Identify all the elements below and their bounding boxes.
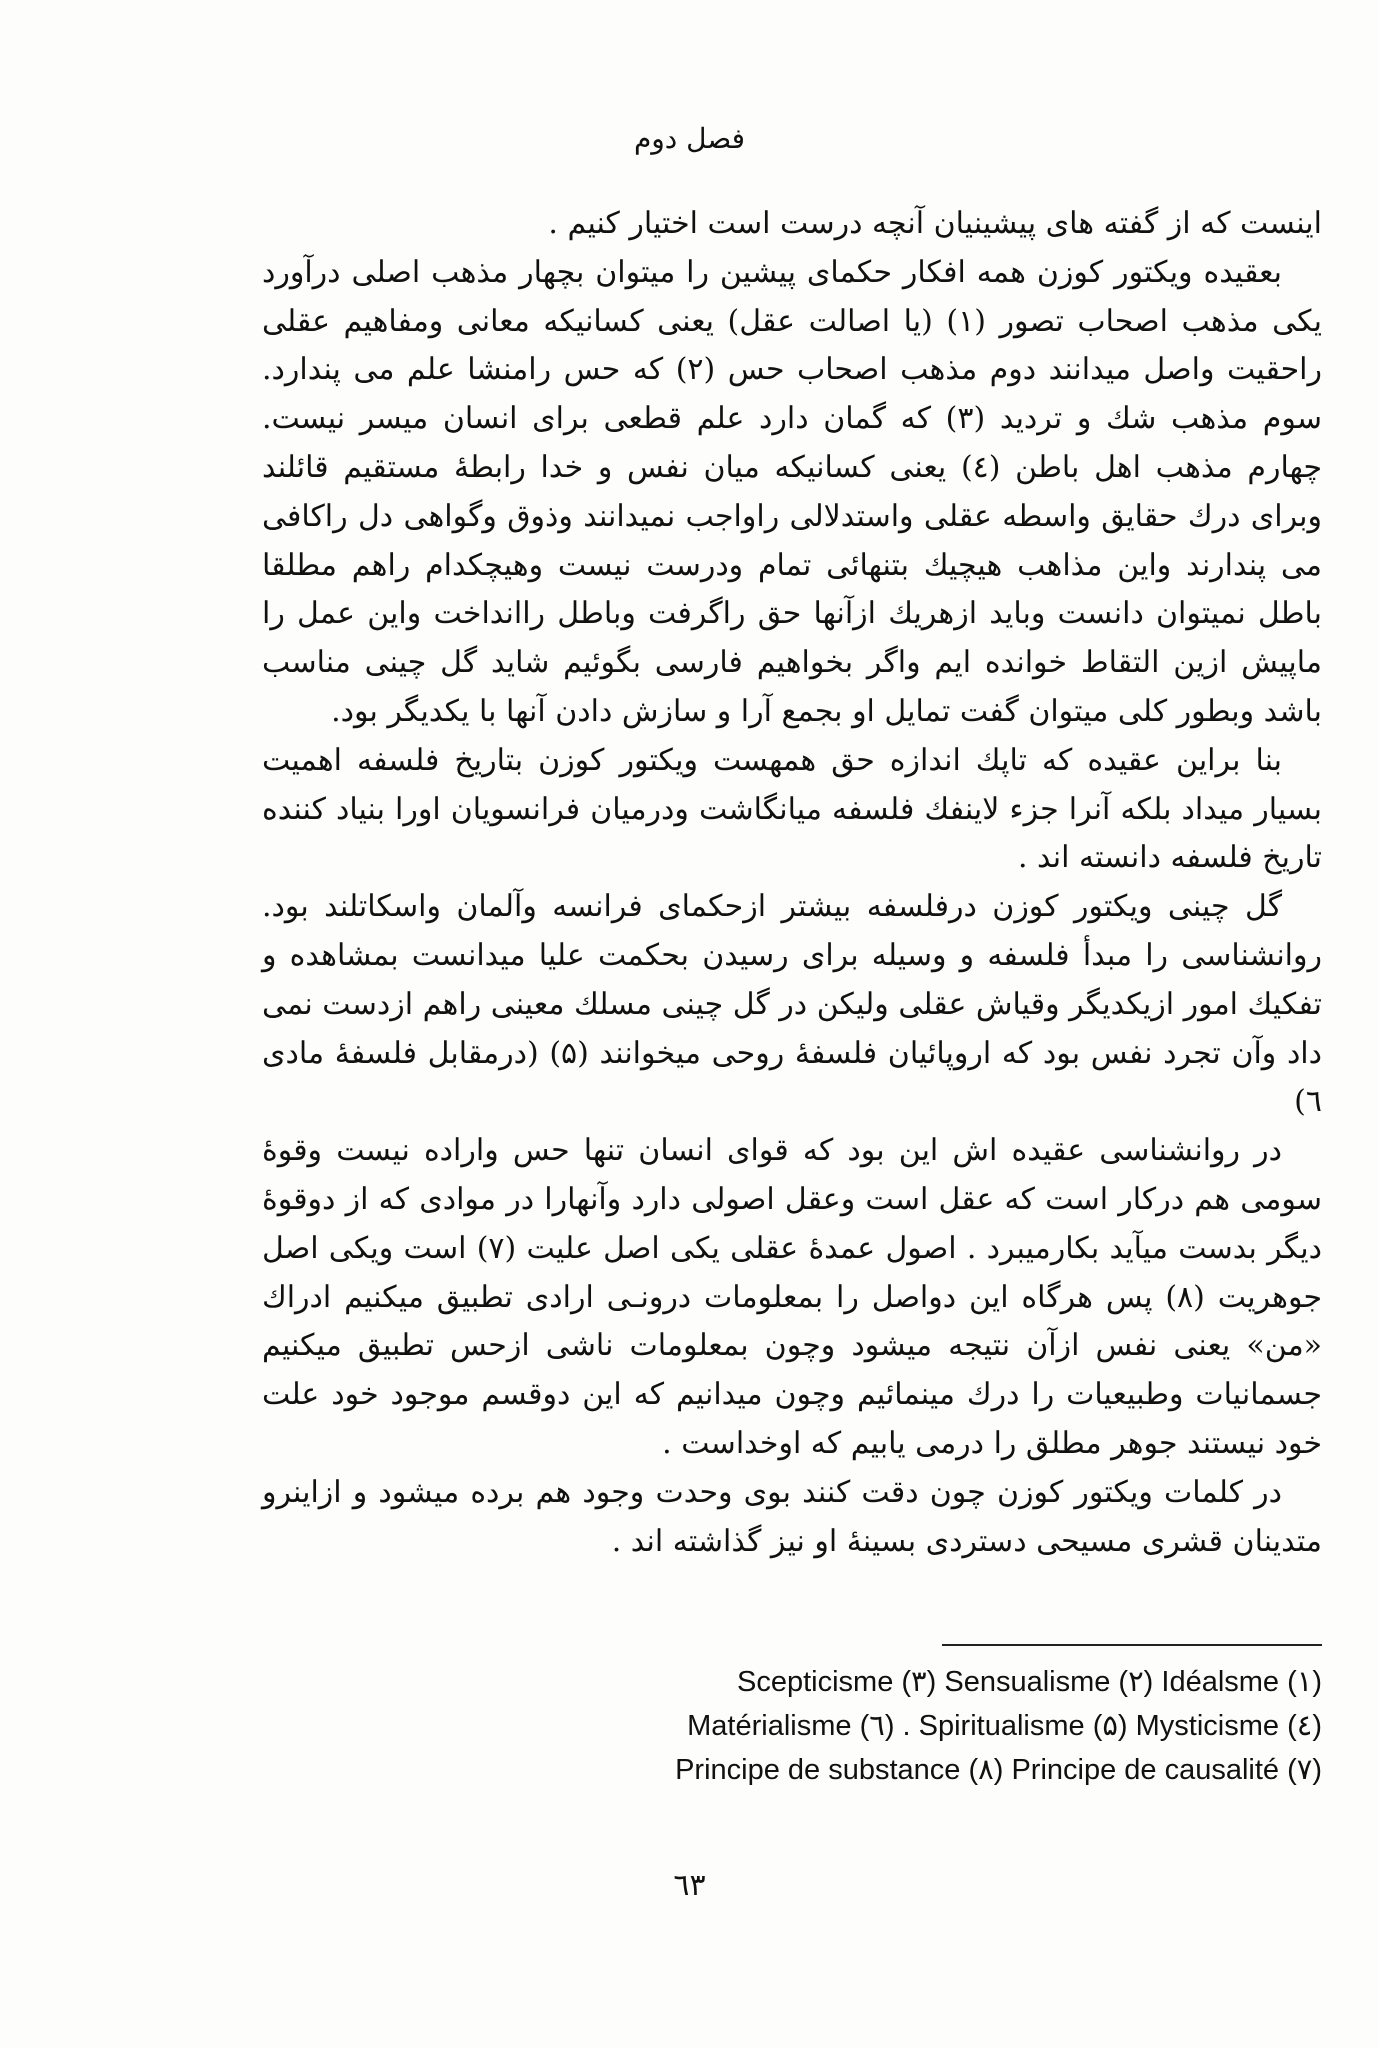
footnote-line: Matérialisme (٦) . Spiritualisme (۵) Mysticisme (٤)	[687, 1710, 1322, 1742]
footnotes	[520, 1660, 1322, 1792]
footnote-line: Principe de substance (۸) Principe de causalité (۷)	[675, 1754, 1322, 1786]
paragraph: گل چینی ویکتور کوزن درفلسفه بیشتر ازحکمای فرانسه وآلمان واسکاتلند بود. روانشناسی را مبدأ فلسفه و وسیله برای رسیدن بحکمت علیا میدانست بمشاهده و تفکیك امور ازیکدیگر وقیاش عقلی ولیکن در گل چینی مسلك معینی راهم ازدست نمی داد وآن تجرد نفس بود که اروپائیان فلسفهٔ روحی میخوانند (۵) (درمقابل فلسفهٔ مادی ٦)	[262, 889, 1323, 1120]
footnote-line: Scepticisme (۳) Sensualisme (۲) Idéalsme (۱)	[737, 1666, 1322, 1698]
paragraph: اینست که از گفته های پیشینیان آنچه درست است اختیار کنیم .	[548, 206, 1322, 241]
page-number: ٦٣	[673, 1868, 706, 1903]
paragraph: بعقیده ویکتور کوزن همه افکار حکمای پیشین را میتوان بچهار مذهب اصلی درآورد یکی مذهب اصحاب تصور (۱) (یا اصالت عقل) یعنی کسانیکه معانی ومفاهیم عقلی راحقیت واصل میدانند دوم مذهب اصحاب حس (۲) که حس رامنشا علم می پندارد. سوم مذهب شك و تردید (۳) که گمان دارد علم قطعی برای انسان میسر نیست. چهارم مذهب اهل باطن (٤) یعنی کسانیکه میان نفس و خدا رابطهٔ مستقیم قائلند وبرای درك حقایق واسطه عقلی واستدلالی راواجب نمیدانند وذوق وگواهی دل راکافی می پندارند واین مذاهب هیچیك بتنهائی تمام ودرست نیست وهیچکدام راهم مطلقا باطل نمیتوان دانست وباید ازهریك ازآنها حق راگرفت وباطل راانداخت واین عمل را ماپیش ازین التقاط خوانده ایم واگر بخواهیم فارسی بگوئیم شاید گل چینی مناسب باشد وبطور کلی میتوان گفت تمایل او بجمع آرا و سازش دادن آنها با یکدیگر بود.	[262, 254, 1322, 729]
chapter-title: فصل دوم	[633, 122, 746, 155]
paragraph: در کلمات ویکتور کوزن چون دقت کنند بوی وحدت وجود هم برده میشود و ازاینرو متدینان قشری مسیحی دستردی بسینهٔ او نیز گذاشته اند .	[262, 1474, 1322, 1559]
footnote-divider	[942, 1644, 1322, 1646]
body-text	[262, 200, 1322, 1566]
paragraph: بنا براین عقیده که تاپك اندازه حق همهست ویکتور کوزن بتاریخ فلسفه اهمیت بسیار میداد بلکه آنرا جزء لاینفك فلسفه میانگاشت ودرمیان فرانسویان اورا بنیاد کننده تاریخ فلسفه دانسته اند .	[262, 742, 1322, 876]
paragraph: در روانشناسی عقیده اش این بود که قوای انسان تنها حس واراده نیست وقوهٔ سومی هم درکار است که عقل است وعقل اصولی دارد وآنهارا در موادی که از دوقوهٔ دیگر بدست میآید بکارمیبرد . اصول عمدهٔ عقلی یکی اصل علیت (۷) است ویکی اصل جوهریت (۸) پس هرگاه این دواصل را بمعلومات درونـی ارادی تطبیق میکنیم ادراك «من» یعنی نفس ازآن نتیجه میشود وچون بمعلومات ناشی ازحس تطبیق میکنیم جسمانیات وطبیعیات را درك مینمائیم وچون میدانیم که این دوقسم موجود خود علت خود نیستند جوهر مطلق را درمی یابیم که اوخداست .	[262, 1133, 1322, 1461]
